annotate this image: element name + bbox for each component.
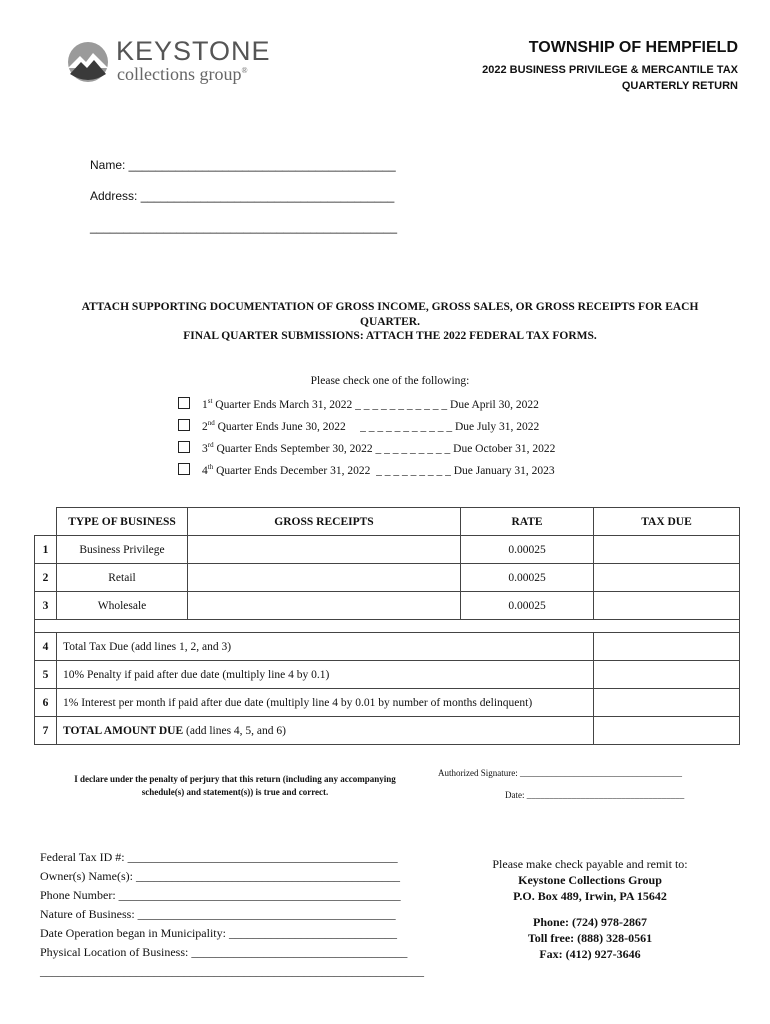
address-line-2-field[interactable]: ______________________________________________ <box>90 220 397 234</box>
header-rate: RATE <box>461 508 594 536</box>
header-tax-due: TAX DUE <box>594 508 740 536</box>
line-number: 6 <box>35 689 57 717</box>
line-number: 1 <box>35 536 57 564</box>
phone-number-field[interactable]: Phone Number: _______________________________________________ <box>40 888 401 902</box>
table-row <box>35 564 740 592</box>
table-row <box>35 661 740 689</box>
quarter-prompt: Please check one of the following: <box>310 375 470 387</box>
checkbox-icon[interactable] <box>178 419 190 431</box>
quarter-option-3[interactable]: 3rd Quarter Ends September 30, 2022 _ _ _ _ _ _ _ _ _ Due October 31, 2022 <box>178 441 555 455</box>
total-amount-due-input[interactable] <box>594 717 740 745</box>
attach-notice-line-1: ATTACH SUPPORTING DOCUMENTATION OF GROSS INCOME, GROSS SALES, OR GROSS RECEIPTS FOR EACH <box>81 301 699 313</box>
page-subtitle-2: QUARTERLY RETURN <box>621 80 738 92</box>
attach-notice-line-3: FINAL QUARTER SUBMISSIONS: ATTACH THE 2022 FEDERAL TAX FORMS. <box>183 330 597 342</box>
tax-due-input[interactable] <box>594 592 740 620</box>
tax-due-input[interactable] <box>594 536 740 564</box>
date-field[interactable]: Date: ___________________________________ <box>505 790 685 800</box>
rate-value: 0.00025 <box>461 592 594 620</box>
checkbox-icon[interactable] <box>178 397 190 409</box>
table-spacer-row <box>35 620 740 633</box>
line-number: 4 <box>35 633 57 661</box>
line-number: 7 <box>35 717 57 745</box>
line-description: TOTAL AMOUNT DUE (add lines 4, 5, and 6) <box>57 717 594 745</box>
checkbox-icon[interactable] <box>178 441 190 453</box>
logo-title: KEYSTONE <box>116 36 271 66</box>
interest-input[interactable] <box>594 689 740 717</box>
checkbox-icon[interactable] <box>178 463 190 475</box>
line-description: 10% Penalty if paid after due date (multiply line 4 by 0.1) <box>57 661 594 689</box>
line-description: Total Tax Due (add lines 1, 2, and 3) <box>57 633 594 661</box>
name-field[interactable]: Name: ________________________________________ <box>90 158 396 172</box>
page-title: TOWNSHIP OF HEMPFIELD <box>528 39 738 56</box>
owner-names-field[interactable]: Owner(s) Name(s): ____________________________________________ <box>40 869 400 883</box>
business-type: Wholesale <box>57 592 188 620</box>
table-row <box>35 689 740 717</box>
table-row <box>35 592 740 620</box>
line-description: 1% Interest per month if paid after due date (multiply line 4 by 0.01 by number of months delinquent) <box>57 689 594 717</box>
nature-of-business-field[interactable]: Nature of Business: ___________________________________________ <box>40 907 396 921</box>
rate-value: 0.00025 <box>461 564 594 592</box>
physical-location-line-2-field[interactable]: ________________________________________________________________ <box>40 964 424 978</box>
date-operation-field[interactable]: Date Operation began in Municipality: ____________________________ <box>40 926 397 940</box>
header-type: TYPE OF BUSINESS <box>57 508 188 536</box>
table-header-row <box>35 508 740 536</box>
table-row <box>35 536 740 564</box>
quarter-option-2[interactable]: 2nd Quarter Ends June 30, 2022 _ _ _ _ _ _ _ _ _ _ _ Due July 31, 2022 <box>178 419 539 433</box>
keystone-logo-icon <box>66 40 110 84</box>
logo-subtitle: collections group® <box>117 64 248 84</box>
quarter-option-1[interactable]: 1st Quarter Ends March 31, 2022 _ _ _ _ _ _ _ _ _ _ _ Due April 30, 2022 <box>178 397 539 411</box>
federal-tax-id-field[interactable]: Federal Tax ID #: _____________________________________________ <box>40 850 398 864</box>
contact-info: Phone: (724) 978-2867 Toll free: (888) 328-0561 Fax: (412) 927-3646 <box>527 915 653 961</box>
line-number: 2 <box>35 564 57 592</box>
page-subtitle: 2022 BUSINESS PRIVILEGE & MERCANTILE TAX <box>482 64 738 76</box>
line-number: 3 <box>35 592 57 620</box>
address-field[interactable]: Address: ______________________________________ <box>90 189 395 203</box>
header-receipts: GROSS RECEIPTS <box>188 508 461 536</box>
tax-due-input[interactable] <box>594 564 740 592</box>
authorized-signature-field[interactable]: Authorized Signature: ____________________________________ <box>438 768 682 778</box>
table-row <box>35 633 740 661</box>
gross-receipts-input[interactable] <box>188 592 461 620</box>
business-type: Business Privilege <box>57 536 188 564</box>
attach-notice-line-2: QUARTER. <box>360 316 420 328</box>
total-tax-due-input[interactable] <box>594 633 740 661</box>
business-type: Retail <box>57 564 188 592</box>
quarter-option-4[interactable]: 4th Quarter Ends December 31, 2022 _ _ _ _ _ _ _ _ _ Due January 31, 2023 <box>178 463 555 477</box>
gross-receipts-input[interactable] <box>188 564 461 592</box>
remit-instructions: Please make check payable and remit to: Keystone Collections Group P.O. Box 489, Irwin, PA 15642 <box>492 857 688 903</box>
line-number: 5 <box>35 661 57 689</box>
physical-location-field[interactable]: Physical Location of Business: ____________________________________ <box>40 945 408 959</box>
rate-value: 0.00025 <box>461 536 594 564</box>
penalty-input[interactable] <box>594 661 740 689</box>
gross-receipts-input[interactable] <box>188 536 461 564</box>
tax-table <box>34 507 740 745</box>
declaration-text: I declare under the penalty of perjury that this return (including any accompanying schedule(s) and statement(s)) is true and correct. <box>74 774 396 797</box>
table-row <box>35 717 740 745</box>
